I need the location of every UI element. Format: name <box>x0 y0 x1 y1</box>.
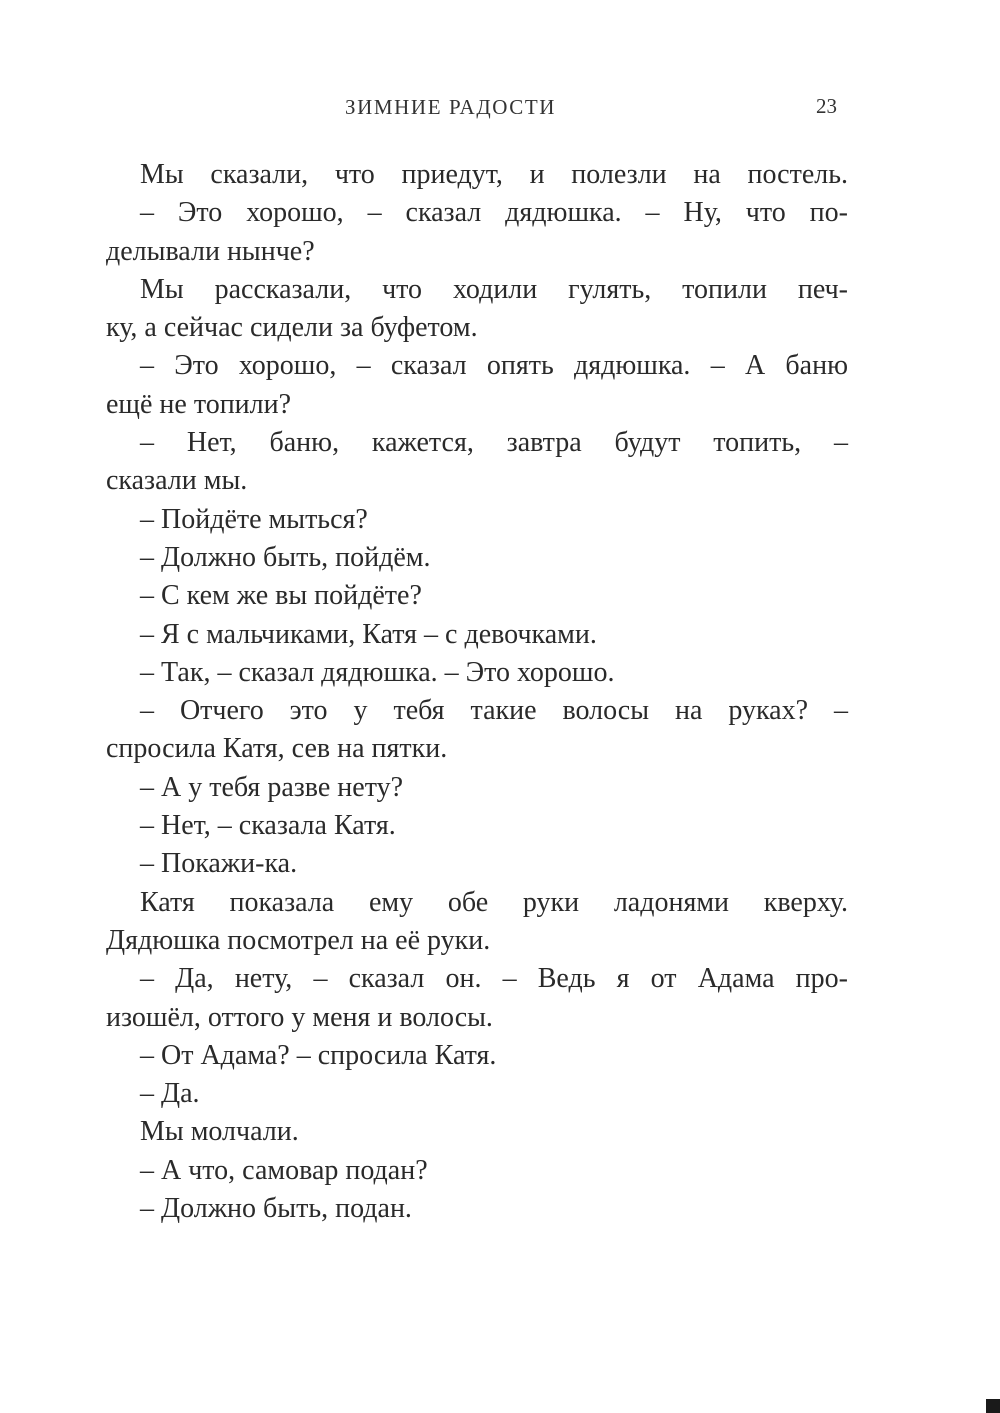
text-line: ку, а сейчас сидели за буфетом. <box>106 312 478 344</box>
body-text <box>106 156 848 1228</box>
text-line: сказали мы. <box>106 465 248 497</box>
text-line: – Пойдёте мыться? <box>140 503 368 535</box>
text-line: – Покажи-ка. <box>140 848 298 880</box>
text-line: ещё не топили? <box>106 388 292 420</box>
text-line: Мы рассказали, что ходили гулять, топили печ- <box>140 273 848 305</box>
page-number: 23 <box>816 94 837 118</box>
scan-edge-mark <box>986 1399 1000 1413</box>
text-line: – Нет, – сказала Катя. <box>140 810 396 842</box>
text-line: – А что, самовар подан? <box>140 1154 428 1186</box>
text-line: – Так, – сказал дядюшка. – Это хорошо. <box>140 656 615 688</box>
text-line: – С кем же вы пойдёте? <box>140 580 422 612</box>
text-line: – Отчего это у тебя такие волосы на руках? – <box>140 695 848 727</box>
running-title: ЗИМНИЕ РАДОСТИ <box>345 95 557 119</box>
text-line: Мы молчали. <box>140 1116 299 1148</box>
text-line: Мы сказали, что приедут, и полезли на постель. <box>140 159 848 190</box>
text-line: Дядюшка посмотрел на её руки. <box>106 924 491 956</box>
text-line: – Да, нету, – сказал он. – Ведь я от Адама про- <box>140 963 848 995</box>
text-line: – Нет, баню, кажется, завтра будут топить, – <box>140 427 848 459</box>
text-line: – Я с мальчиками, Катя – с девочками. <box>140 618 597 650</box>
text-line: – Это хорошо, – сказал опять дядюшка. – А баню <box>140 350 848 382</box>
text-line: изошёл, оттого у меня и волосы. <box>106 1001 493 1033</box>
text-line: спросила Катя, сев на пятки. <box>106 733 448 765</box>
text-line: делывали нынче? <box>106 235 315 267</box>
text-line: – Должно быть, пойдём. <box>140 541 431 573</box>
text-line: – А у тебя разве нету? <box>140 771 403 803</box>
text-line: Катя показала ему обе руки ладонями кверху. <box>140 886 848 918</box>
text-line: – Должно быть, подан. <box>140 1193 412 1225</box>
text-line: – Да. <box>140 1078 200 1110</box>
text-line: – Это хорошо, – сказал дядюшка. – Ну, что по- <box>140 197 848 229</box>
text-line: – От Адама? – спросила Катя. <box>140 1039 497 1071</box>
